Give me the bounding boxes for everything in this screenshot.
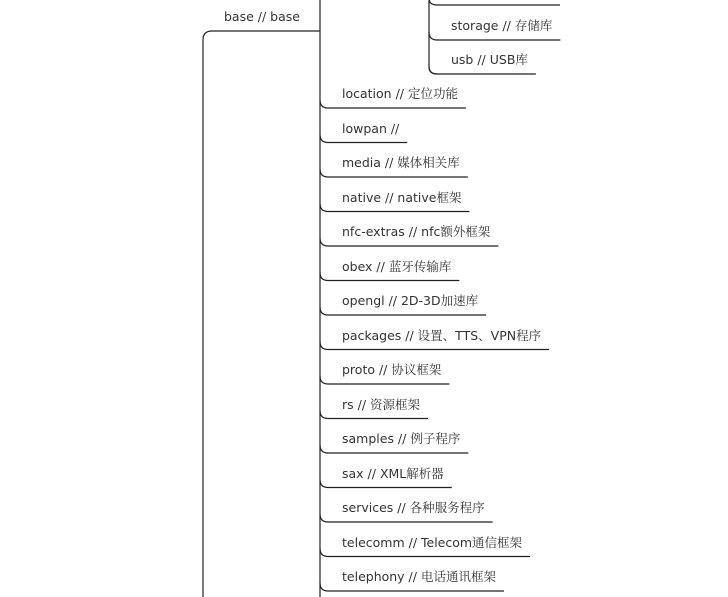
branch-node-label[interactable]: obex // 蓝牙传输库 bbox=[342, 258, 452, 274]
branch-node-label[interactable]: native // native框架 bbox=[342, 189, 462, 205]
branch-node-label[interactable]: lowpan // bbox=[342, 120, 400, 136]
branch-node-label[interactable]: telecomm // Telecom通信框架 bbox=[342, 534, 523, 550]
branch-node-label[interactable]: media // 媒体相关库 bbox=[342, 155, 460, 170]
sub-branch-node-label[interactable]: usb // USB库 bbox=[451, 52, 528, 67]
sub-branch-node-label[interactable]: storage // 存储库 bbox=[451, 18, 553, 33]
sub-top-connector bbox=[429, 0, 560, 5]
branch-node-label[interactable]: sax // XML解析器 bbox=[342, 465, 444, 481]
branch-node-label[interactable]: packages // 设置、TTS、VPN程序 bbox=[342, 327, 542, 343]
branch-node-label[interactable]: telephony // 电话通讯框架 bbox=[342, 569, 496, 584]
branch-node-label[interactable]: samples // 例子程序 bbox=[342, 431, 461, 446]
branch-node-label[interactable]: location // 定位功能 bbox=[342, 86, 458, 101]
root-node-label[interactable]: base // base bbox=[224, 9, 300, 24]
branch-node-label[interactable]: rs // 资源框架 bbox=[342, 396, 421, 412]
branch-node-label[interactable]: nfc-extras // nfc额外框架 bbox=[342, 224, 491, 239]
branch-node-label[interactable]: opengl // 2D-3D加速库 bbox=[342, 293, 479, 308]
branch-node-label[interactable]: services // 各种服务程序 bbox=[342, 500, 485, 515]
root-connector bbox=[203, 31, 320, 597]
branch-node-label[interactable]: proto // 协议框架 bbox=[342, 362, 442, 377]
